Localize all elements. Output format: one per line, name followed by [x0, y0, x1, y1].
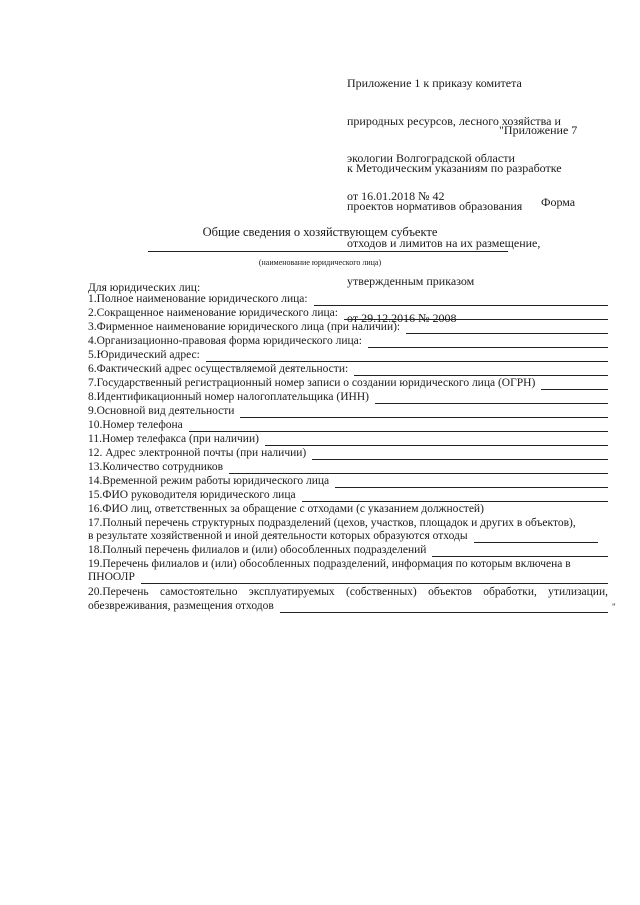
- appendix-1-line: от 16.01.2018 № 42: [347, 188, 445, 203]
- field-label: ПНООЛР: [88, 571, 135, 583]
- appendix-7-title: "Приложение 7: [499, 123, 578, 137]
- ogrn-field[interactable]: [541, 379, 608, 390]
- field-label: 12. Адрес электронной почты (при наличии): [88, 447, 307, 459]
- waste-facilities-field[interactable]: [280, 602, 608, 613]
- email-field[interactable]: [312, 449, 608, 460]
- field-label: в результате хозяйственной и иной деятельности которых образуются отходы: [88, 530, 468, 542]
- appendix-1-line: Приложение 1 к приказу комитета: [347, 76, 522, 90]
- field-row-email: [88, 447, 608, 460]
- field-label: 18.Полный перечень филиалов и (или) обособленных подразделений: [88, 544, 427, 556]
- field-label-pnoolr-branches: 19.Перечень филиалов и (или) обособленных подразделений, информация по которым включена в: [88, 558, 571, 570]
- field-label: 3.Фирменное наименование юридического лица (при наличии):: [88, 321, 401, 333]
- phone-field[interactable]: [189, 421, 608, 432]
- field-label: 6.Фактический адрес осуществляемой деятельности:: [88, 363, 349, 375]
- field-row-work-hours: [88, 475, 608, 488]
- field-label: 4.Организационно-правовая форма юридического лица:: [88, 335, 362, 347]
- appendix-7-line: проектов нормативов образования: [347, 198, 523, 213]
- field-label: 15.ФИО руководителя юридического лица: [88, 489, 296, 501]
- main-activity-field[interactable]: [240, 407, 608, 418]
- field-row-departments: [88, 530, 598, 543]
- field-label: 2.Сокращенное наименование юридического лица:: [88, 307, 338, 319]
- brand-name-field[interactable]: [406, 323, 608, 334]
- field-label: 8.Идентификационный номер налогоплательщика (ИНН): [88, 391, 369, 403]
- field-label: 7.Государственный регистрационный номер записи о создании юридического лица (ОГРН): [88, 377, 536, 389]
- field-label-departments: 17.Полный перечень структурных подразделений (цехов, участков, площадок и других в объектов),: [88, 517, 576, 529]
- field-row-brand-name: [88, 321, 608, 334]
- legal-address-field[interactable]: [206, 351, 608, 362]
- field-label: 9.Основной вид деятельности: [88, 405, 235, 417]
- entity-name-line[interactable]: [148, 251, 508, 252]
- short-name-field[interactable]: [344, 309, 608, 320]
- appendix-7-line: утвержденным приказом: [347, 273, 475, 288]
- field-label: обезвреживания, размещения отходов: [88, 600, 274, 612]
- appendix-7-line: отходов и лимитов на их размещение,: [347, 236, 541, 250]
- field-row-ogrn: [88, 377, 608, 390]
- field-label-responsible: 16.ФИО лиц, ответственных за обращение с отходами (с указанием должностей): [88, 503, 484, 515]
- field-row-staff-count: [88, 461, 608, 474]
- closing-quote-mark: ": [612, 602, 616, 612]
- pnoolr-field[interactable]: [141, 573, 608, 584]
- field-row-waste-facilities: [88, 600, 608, 613]
- inn-field[interactable]: [375, 393, 608, 404]
- departments-field[interactable]: [474, 532, 598, 543]
- staff-count-field[interactable]: [229, 463, 608, 474]
- section-intro: Для юридических лиц:: [88, 282, 201, 294]
- field-row-short-name: [88, 307, 608, 320]
- legal-form-field[interactable]: [368, 337, 608, 348]
- appendix-1-line: экологии Волгоградской области: [347, 151, 515, 165]
- field-row-director: [88, 489, 608, 502]
- field-label: 1.Полное наименование юридического лица:: [88, 293, 308, 305]
- director-field[interactable]: [302, 491, 608, 502]
- form-label: Форма: [541, 195, 576, 209]
- actual-address-field[interactable]: [354, 365, 608, 376]
- field-label: 5.Юридический адрес:: [88, 349, 200, 361]
- field-row-legal-address: [88, 349, 608, 362]
- page-title: Общие сведения о хозяйствующем субъекте: [202, 225, 438, 239]
- field-row-legal-form: [88, 335, 608, 348]
- field-row-full-name: [88, 293, 608, 306]
- entity-name-caption: (наименование юридического лица): [258, 258, 382, 267]
- field-label: 13.Количество сотрудников: [88, 461, 224, 473]
- fax-field[interactable]: [265, 435, 608, 446]
- field-label: 10.Номер телефона: [88, 419, 183, 431]
- branches-field[interactable]: [432, 546, 608, 557]
- field-label: 11.Номер телефакса (при наличии): [88, 433, 259, 445]
- appendix-7-line: к Методическим указаниям по разработке: [347, 161, 562, 175]
- work-hours-field[interactable]: [335, 477, 608, 488]
- appendix-7-line: от 29.12.2016 № 2008: [347, 311, 457, 325]
- field-label: 14.Временной режим работы юридического лица: [88, 475, 330, 487]
- field-row-main-activity: [88, 405, 608, 418]
- field-row-pnoolr: [88, 571, 608, 584]
- field-row-inn: [88, 391, 608, 404]
- field-row-actual-address: [88, 363, 608, 376]
- field-row-fax: [88, 433, 608, 446]
- field-row-phone: [88, 419, 608, 432]
- full-name-field[interactable]: [314, 295, 608, 306]
- field-label-waste-facilities: 20.Перечень самостоятельно эксплуатируемых (собственных) объектов обработки, утилизации,: [88, 586, 608, 598]
- appendix-1-line: природных ресурсов, лесного хозяйства и: [347, 113, 561, 128]
- field-row-branches: [88, 544, 608, 557]
